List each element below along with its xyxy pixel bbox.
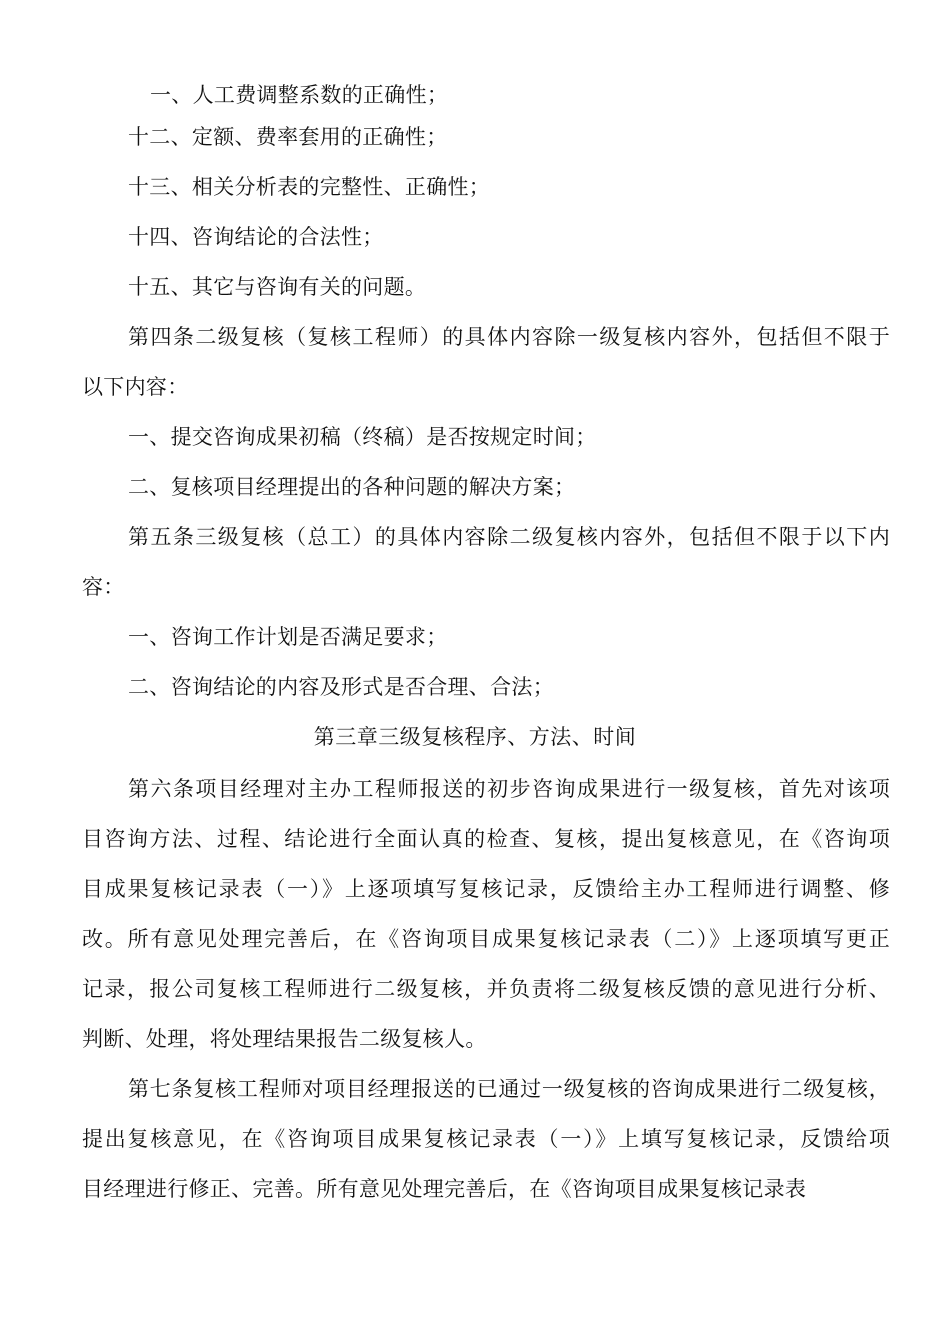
list-item: 十二、定额、费率套用的正确性； [128,125,448,149]
list-item: 一、人工费调整系数的正确性； [150,83,449,107]
paragraph-line: 目咨询方法、过程、结论进行全面认真的检查、复核，提出复核意见，在《咨询项 [82,827,890,851]
list-item: 二、咨询结论的内容及形式是否合理、合法； [128,675,554,699]
paragraph-line: 改。所有意见处理完善后，在《咨询项目成果复核记录表（二）》上逐项填写更正 [82,927,890,951]
paragraph-line: 判断、处理，将处理结果报告二级复核人。 [82,1027,487,1051]
paragraph-line: 提出复核意见，在《咨询项目成果复核记录表（一）》上填写复核记录，反馈给项 [82,1127,890,1151]
paragraph-line: 第五条三级复核（总工）的具体内容除二级复核内容外，包括但不限于以下内 [128,525,890,549]
paragraph-line: 目经理进行修正、完善。所有意见处理完善后，在《咨询项目成果复核记录表 [82,1177,807,1201]
paragraph-line: 目成果复核记录表（一）》上逐项填写复核记录，反馈给主办工程师进行调整、修 [82,877,890,901]
paragraph-line: 记录，报公司复核工程师进行二级复核，并负责将二级复核反馈的意见进行分析、 [82,977,890,1001]
list-item: 二、复核项目经理提出的各种问题的解决方案； [128,475,576,499]
list-item: 十四、咨询结论的合法性； [128,225,384,249]
paragraph-line: 容： [82,575,125,599]
chapter-heading: 第三章三级复核程序、方法、时间 [313,725,637,749]
paragraph-line: 以下内容： [82,375,189,399]
paragraph-line: 第四条二级复核（复核工程师）的具体内容除一级复核内容外，包括但不限于 [128,325,890,349]
list-item: 一、提交咨询成果初稿（终稿）是否按规定时间； [128,425,597,449]
list-item: 一、咨询工作计划是否满足要求； [128,625,448,649]
paragraph-line: 第六条项目经理对主办工程师报送的初步咨询成果进行一级复核，首先对该项 [128,777,890,801]
paragraph-line: 第七条复核工程师对项目经理报送的已通过一级复核的咨询成果进行二级复核， [128,1077,890,1101]
list-item: 十五、其它与咨询有关的问题。 [128,275,427,299]
list-item: 十三、相关分析表的完整性、正确性； [128,175,491,199]
